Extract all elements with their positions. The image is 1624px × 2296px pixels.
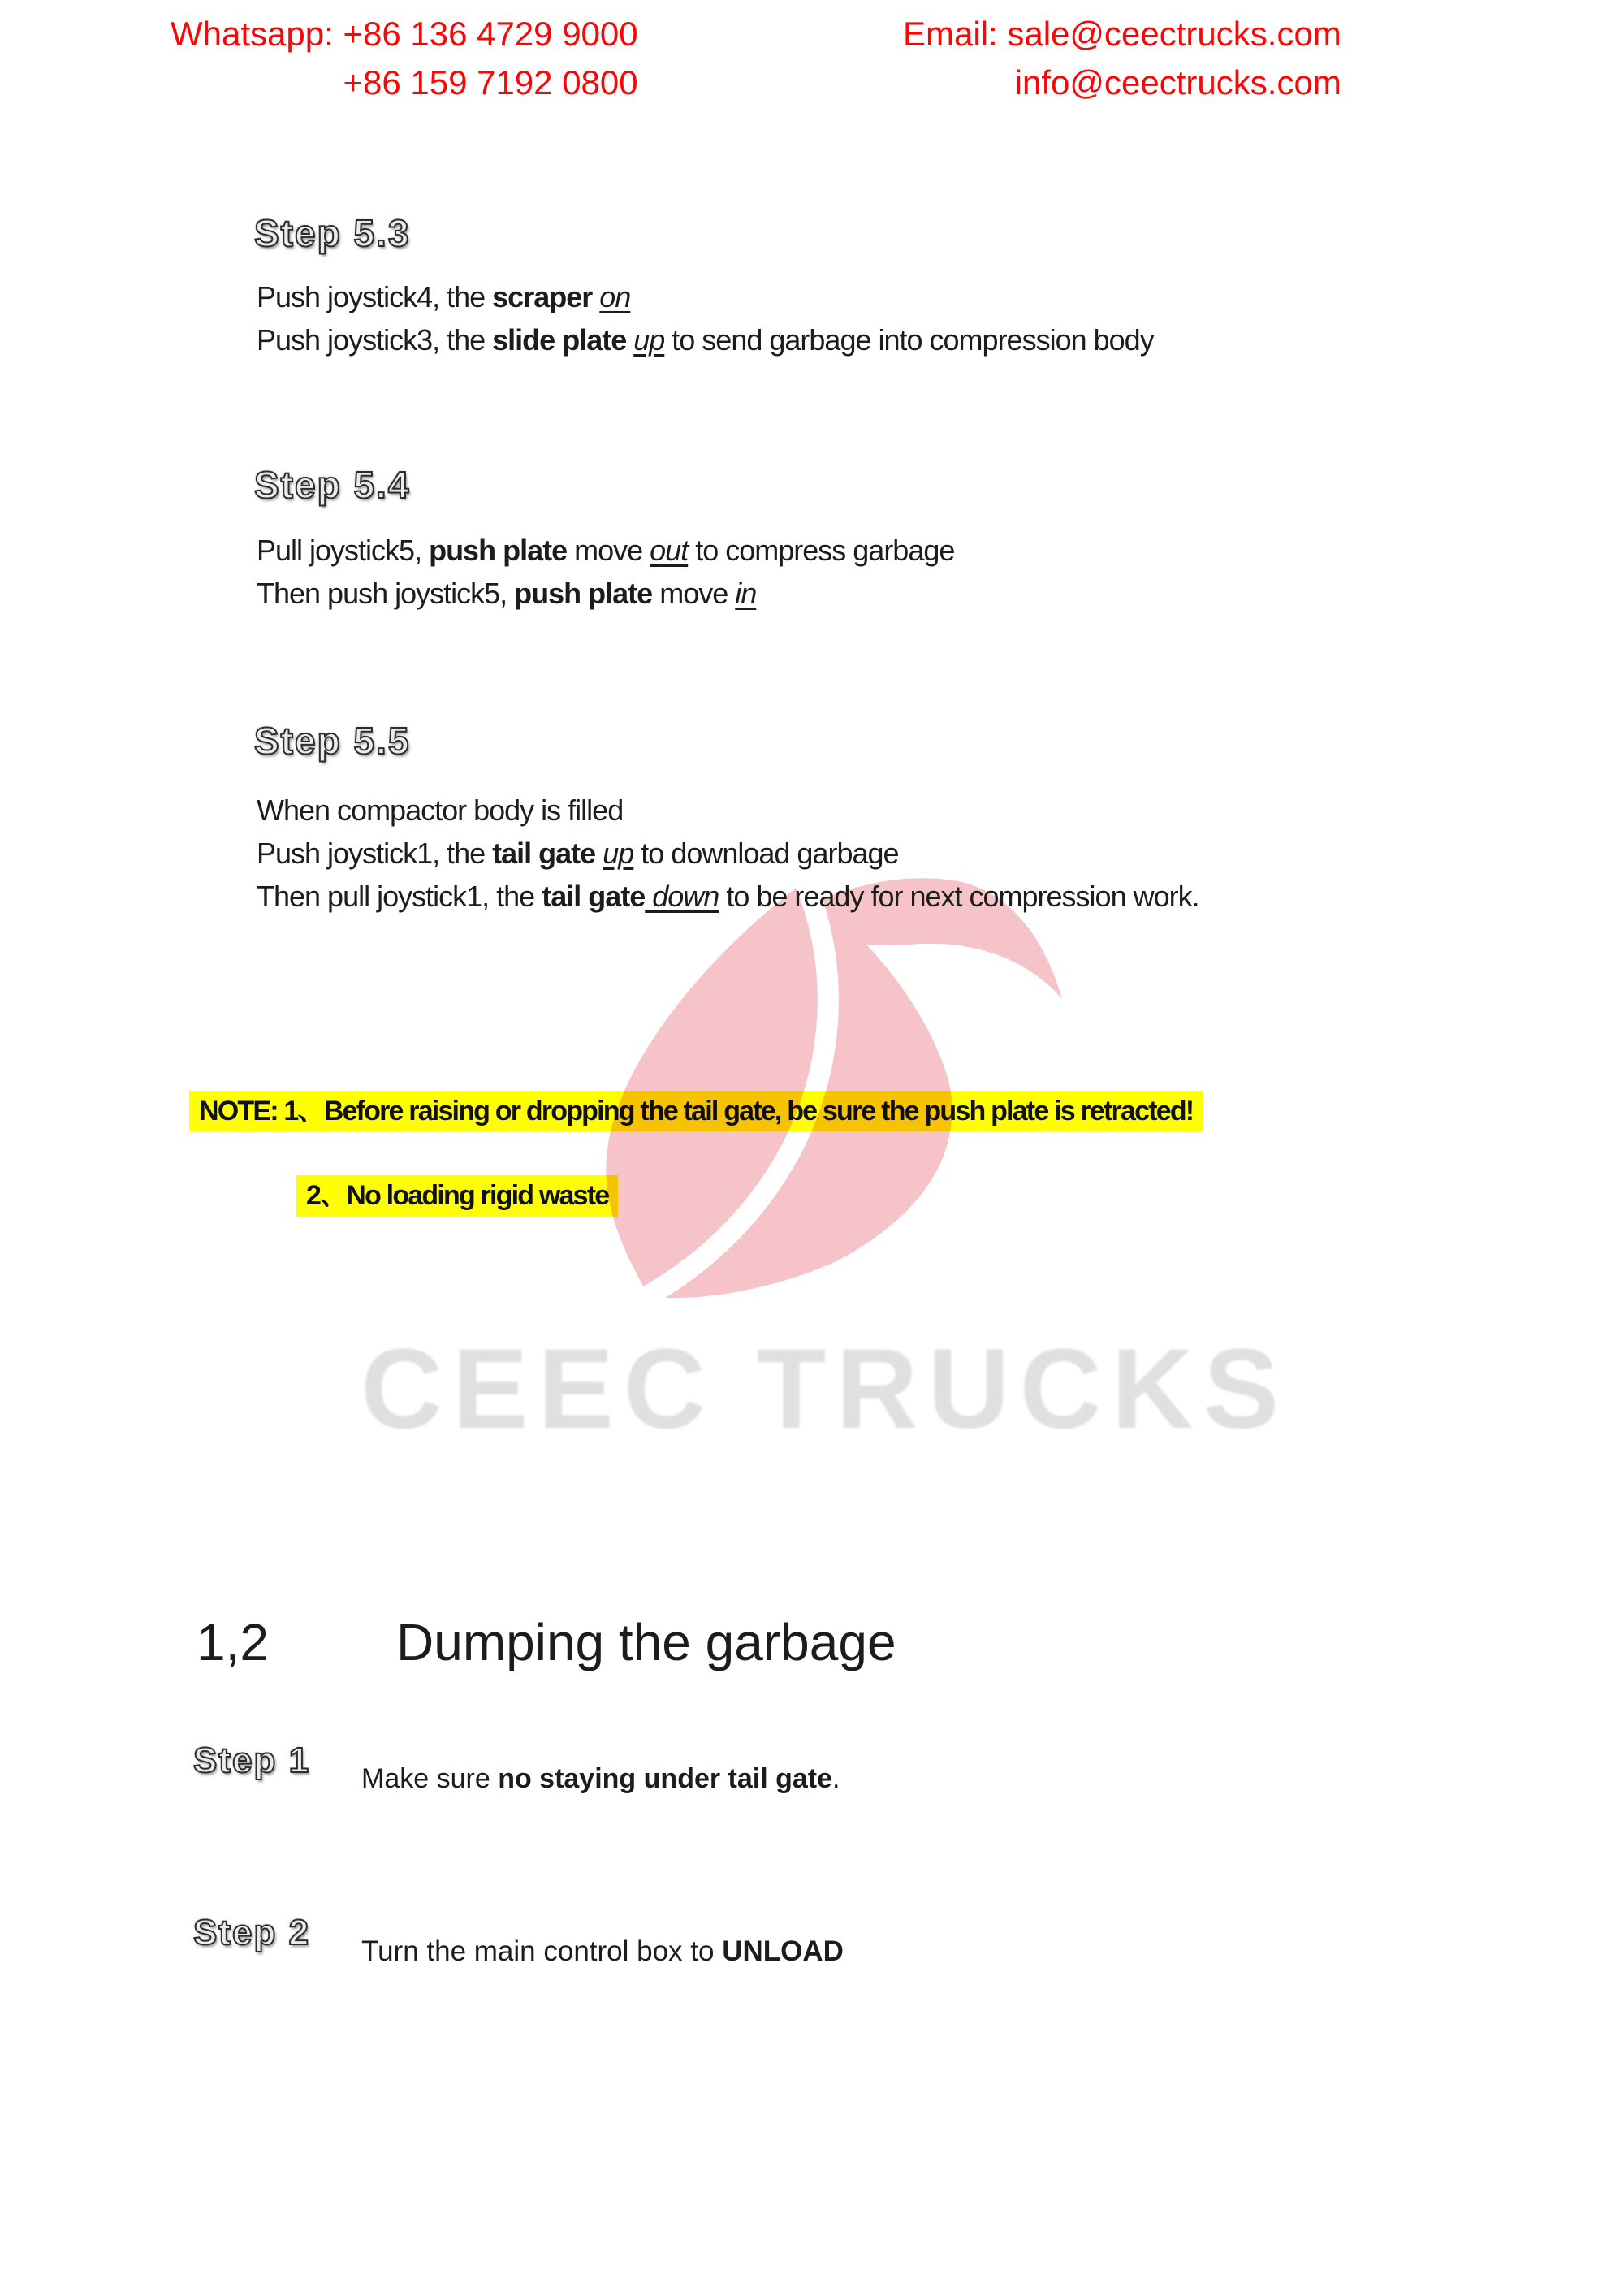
instruction-line: Push joystick4, the scraper on [257, 280, 631, 313]
email-line-1: Email: sale@ceectrucks.com [903, 15, 1341, 53]
step-5-5-paragraph [257, 789, 1199, 918]
instruction-line: When compactor body is filled [257, 793, 624, 827]
step-5-5-heading: Step 5.5 [254, 720, 411, 762]
note-highlight-1: NOTE: 1、Before raising or dropping the tail gate, be sure the push plate is retracted! [189, 1091, 1203, 1131]
whatsapp-line-1: Whatsapp: +86 136 4729 9000 [171, 15, 638, 53]
note-highlight-2: 2、No loading rigid waste [296, 1175, 618, 1217]
step-2-heading: Step 2 [193, 1913, 311, 1952]
step-5-4-heading: Step 5.4 [254, 464, 411, 506]
step-5-4-paragraph [257, 529, 954, 615]
section-number: 1,2 [197, 1613, 269, 1671]
header-email-block [903, 10, 1341, 107]
whatsapp-line-2: +86 159 7192 0800 [343, 63, 638, 102]
step-5-3-paragraph [257, 275, 1154, 361]
email-line-2: info@ceectrucks.com [1014, 63, 1341, 102]
instruction-line: Then pull joystick1, the tail gate down to be ready for next compression work. [257, 880, 1199, 913]
instruction-line: Push joystick3, the slide plate up to send garbage into compression body [257, 323, 1154, 357]
step-1-heading: Step 1 [193, 1740, 311, 1780]
ceec-trucks-watermark: CEEC TRUCKS [361, 1325, 1289, 1452]
step-2-text: Turn the main control box to UNLOAD [361, 1935, 844, 1967]
step-5-3-heading: Step 5.3 [254, 212, 411, 254]
section-title: Dumping the garbage [396, 1613, 896, 1671]
instruction-line: Push joystick1, the tail gate up to download garbage [257, 837, 899, 870]
instruction-line: Pull joystick5, push plate move out to compress garbage [257, 534, 955, 567]
step-1-text: Make sure no staying under tail gate. [361, 1763, 840, 1794]
instruction-line: Then push joystick5, push plate move in [257, 577, 757, 610]
header-whatsapp-block [171, 10, 638, 107]
